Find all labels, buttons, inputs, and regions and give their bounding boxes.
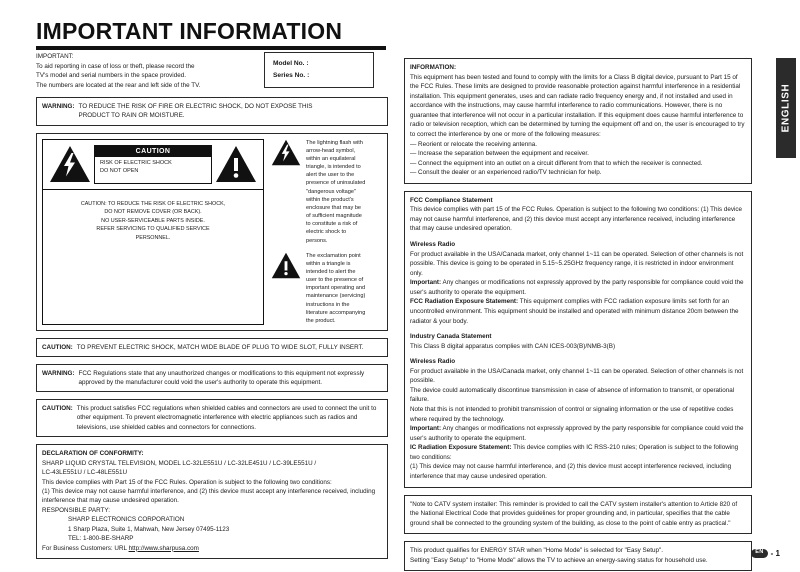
caution-box-plug-polarity (36, 338, 388, 357)
warning-fcc-label: WARNING: (42, 369, 75, 377)
caution-bottom-line-5: PERSONNEL. (135, 235, 171, 242)
responsible-party-address: 1 Sharp Plaza, Suite 1, Mahwah, New Jersey 07495-1123 (68, 525, 230, 533)
information-measure-1: — Reorient or relocate the receiving antenna. (410, 140, 538, 148)
business-customers-prefix: For Business Customers: URL (42, 544, 129, 552)
ic-radiation-conditions: (1) This device may not cause harmful interference, and (2) this device must accept interference recieved, including interference that may cause undesired operation. (410, 463, 732, 480)
warning-box-fcc-modifications (36, 364, 388, 392)
information-heading: INFORMATION: (410, 64, 457, 71)
fcc-important-body: Any changes or modifications not expressly approved by the party responsible for compliance could void the user's authority to operate the equipment. (410, 279, 744, 296)
lightning-explanation-text: The lightning flash with arrow-head symbol, within an equilateral triangle, is intended to alert the user to the presence of uninsulated "dangerous voltage" within the product's enclosure that may be of sufficient magnitude to constitute a risk of electric shock to persons. (306, 139, 366, 244)
caution-risk-line-1: RISK OF ELECTRIC SHOCK (100, 159, 172, 166)
caution-risk-line-2: DO NOT OPEN (100, 167, 139, 174)
symbol-explanation-notes (271, 139, 367, 325)
model-no-label: Model No. : (273, 60, 309, 67)
lightning-explanation-note (271, 139, 367, 245)
intro-text (36, 52, 254, 90)
declaration-models-line-1: SHARP LIQUID CRYSTAL TELEVISION, MODEL LC-32LE551U / LC-32LE451U / LC-39LE551U / (42, 459, 317, 467)
caution-box-shielded-cables (36, 399, 388, 437)
series-no-label: Series No. : (273, 71, 310, 79)
caution-bottom-text (43, 190, 263, 255)
caution-bottom-line-4: REFER SERVICING TO QUALIFIED SERVICE (96, 226, 210, 233)
language-badge: EN (751, 549, 767, 557)
industry-canada-body: This Class B digital apparatus complies with CAN ICES-003(B)/NMB-3(B) (410, 342, 616, 350)
ic-radiation-exposure-body: This device complies with IC RSS-210 rules; Operation is subject to the following two conditions: (410, 444, 739, 461)
fcc-important-row (410, 278, 746, 297)
ic-wireless-body-3: Note that this is not intended to prohibit transmission of control or signaling information or the use of repetitive codes where required by the technology. (410, 406, 734, 423)
intro-block (36, 52, 388, 90)
model-serial-entry-box (264, 52, 374, 88)
ic-important-body: Any changes or modifications not expressly approved by the party responsible for compliance could void the user's authority to operate the equipment. (410, 425, 744, 442)
fcc-important-label: Important: (410, 279, 442, 287)
information-measure-3: — Connect the equipment into an outlet on a circuit different from that to which the receiver is connected. (410, 159, 703, 167)
exclamation-triangle-icon (215, 145, 257, 183)
caution-header-label: CAUTION (95, 146, 211, 157)
declaration-conditions: (1) This device may not cause harmful interference, and (2) this device must accept any interference received, including interference that may cause undesired operation. (42, 487, 376, 505)
exclamation-explanation-text: The exclamation point within a triangle is intended to alert the user to the presence of important operating and maintenance (servicing) instructions in the literature accompanying the product. (306, 252, 366, 324)
fcc-wireless-radio-body: For product available in the USA/Canada market, only channel 1~11 can be operated. Selection of other channels is not possible. This device is going to be operated in 5.15~5.25GHz frequency range, it is restricted in indoor environment only. (410, 250, 744, 277)
language-tab-english (776, 58, 796, 158)
page-title: IMPORTANT INFORMATION (36, 18, 343, 44)
page-footer (751, 549, 780, 558)
caution-risk-box (94, 145, 212, 184)
caution-bottom-line-1: CAUTION: TO REDUCE THE RISK OF ELECTRIC SHOCK, (80, 200, 226, 207)
warning-box-rain-moisture (36, 97, 388, 125)
right-column (404, 58, 752, 571)
ic-wireless-body-1: For product available in the USA/Canada market, only channel 1~11 can be operated. Selection of other channels is not possible. (410, 367, 744, 385)
catv-installer-note-box (404, 495, 752, 535)
responsible-party-label: RESPONSIBLE PARTY: (42, 506, 111, 514)
declaration-models-line-2: LC-43LE551U / LC-48LE551U (42, 469, 128, 477)
catv-installer-note-body: "Note to CATV system installer: This reminder is provided to call the CATV system installer's attention to Article 820 of the National Electrical Code that provides guidelines for proper grounding and, in particular, specifies that the cable ground shall be connected to the grounding system of the building, as close to the point of cable entry as practical." (410, 500, 738, 527)
intro-line-2: TV's model and serial numbers in the space provided. (36, 72, 186, 80)
fcc-radiation-row (410, 297, 746, 326)
business-customers-url[interactable]: http://www.sharpusa.com (128, 544, 199, 552)
caution-plug-body: TO PREVENT ELECTRIC SHOCK, MATCH WIDE BLADE OF PLUG TO WIDE SLOT, FULLY INSERT. (76, 343, 364, 351)
ic-important-label: Important: (410, 425, 442, 433)
exclamation-explanation-note (271, 252, 367, 325)
ic-wireless-body-2: The device could automatically discontinue transmission in case of absence of information to transmit, or operational failure. (410, 386, 735, 404)
ic-radiation-row (410, 443, 746, 462)
intro-line-3: The numbers are located at the rear and left side of the TV. (36, 81, 201, 89)
lightning-bolt-triangle-icon (49, 145, 91, 183)
information-body: This equipment has been tested and found to comply with the limits for a Class B digital device, pursuant to Part 15 of the FCC Rules. These limits are designed to provide reasonable protection against harmful interference in a residential installation. This equipment generates, uses and can radiate radio frequency energy and, if not installed and used in accordance with the instructions, may cause harmful interference to radio communications. However, there is no guarantee that interference will not occur in a particular installation. If this equipment does cause harmful interference to radio or television reception, which can be determined by turning the equipment off and on, the user is encouraged to try to correct the interference by one or more of the following measures: (410, 73, 745, 138)
fcc-compliance-heading: FCC Compliance Statement (410, 196, 493, 204)
ic-radiation-exposure-label: IC Radiation Exposure Statement: (410, 444, 512, 452)
warning-rain-line-1: TO REDUCE THE RISK OF FIRE OR ELECTRIC SHOCK, DO NOT EXPOSE THIS (78, 102, 313, 110)
page-number: - 1 (770, 549, 780, 558)
responsible-party-telephone: TEL: 1-800-BE-SHARP (68, 535, 134, 543)
warning-label: WARNING: (42, 102, 75, 110)
warning-fcc-body: FCC Regulations state that any unauthorized changes or modifications to this equipment not expressly approved by the manufacturer could void the user's authority to operate this equipment. (78, 369, 365, 386)
declaration-body: This device complies with Part 15 of the FCC Rules. Operation is subject to the following two conditions: (42, 478, 332, 486)
energy-star-box (404, 541, 752, 571)
declaration-of-conformity-box (36, 444, 388, 559)
declaration-heading: DECLARATION OF CONFORMITY: (42, 450, 144, 458)
energy-star-line-2: Setting "Easy Setup" to "Home Mode" allows the TV to achieve an energy-saving status for household use. (410, 556, 708, 564)
caution-shielded-label: CAUTION: (42, 404, 73, 412)
responsible-party-company: SHARP ELECTRONICS CORPORATION (68, 516, 185, 524)
information-measure-2: — Increase the separation between the equipment and receiver. (410, 150, 589, 158)
fcc-radiation-exposure-label: FCC Radiation Exposure Statement: (410, 298, 519, 306)
business-customers-row (42, 544, 382, 553)
ic-important-row (410, 424, 746, 443)
language-tab-label: ENGLISH (780, 83, 792, 133)
caution-shielded-body: This product satisfies FCC regulations when shielded cables and connectors are used to connect the unit to other equipment. To prevent electromagnetic interference with electric appliances such as radios and televisions, use shielded cables and connectors for connections. (76, 404, 377, 431)
caution-bottom-line-2: DO NOT REMOVE COVER (OR BACK). (104, 209, 202, 216)
fcc-compliance-box (404, 191, 752, 488)
energy-star-line-1: This product qualifies for ENERGY STAR when "Home Mode" is selected for "Easy Setup". (410, 547, 663, 555)
fcc-compliance-body: This device complies with part 15 of the FCC Rules. Operation is subject to the following two conditions: (1) This device may not cause harmful interference, and (2) this device must accept any interference received, including interference that may cause undesired operation. (410, 206, 743, 233)
intro-line-1: To aid reporting in case of loss or theft, please record the (36, 62, 195, 70)
title-underline-rule (36, 46, 386, 50)
information-box (404, 58, 752, 184)
fcc-wireless-radio-heading: Wireless Radio (410, 241, 456, 248)
information-measure-4: — Consult the dealer or an experienced radio/TV technician for help. (410, 169, 602, 177)
left-column (36, 52, 388, 559)
caution-symbol-panel (36, 133, 388, 331)
exclamation-triangle-icon-small (271, 252, 301, 279)
lightning-bolt-triangle-icon-small (271, 139, 301, 166)
caution-top-row (43, 140, 263, 190)
industry-canada-heading: Industry Canada Statement (410, 333, 492, 341)
intro-heading: IMPORTANT: (36, 53, 74, 60)
ic-wireless-radio-heading: Wireless Radio (410, 358, 456, 366)
caution-bottom-line-3: NO USER-SERVICEABLE PARTS INSIDE. (101, 217, 205, 224)
caution-plug-label: CAUTION: (42, 343, 73, 351)
fcc-radiation-exposure-body: This equipment complies with FCC radiation exposure limits set forth for an uncontrolled environment. This equipment should be installed and operated with minimum distance 20cm between the radiator & your body. (410, 298, 739, 325)
caution-inner-frame (42, 139, 264, 325)
warning-rain-line-2: PRODUCT TO RAIN OR MOISTURE. (78, 112, 185, 120)
